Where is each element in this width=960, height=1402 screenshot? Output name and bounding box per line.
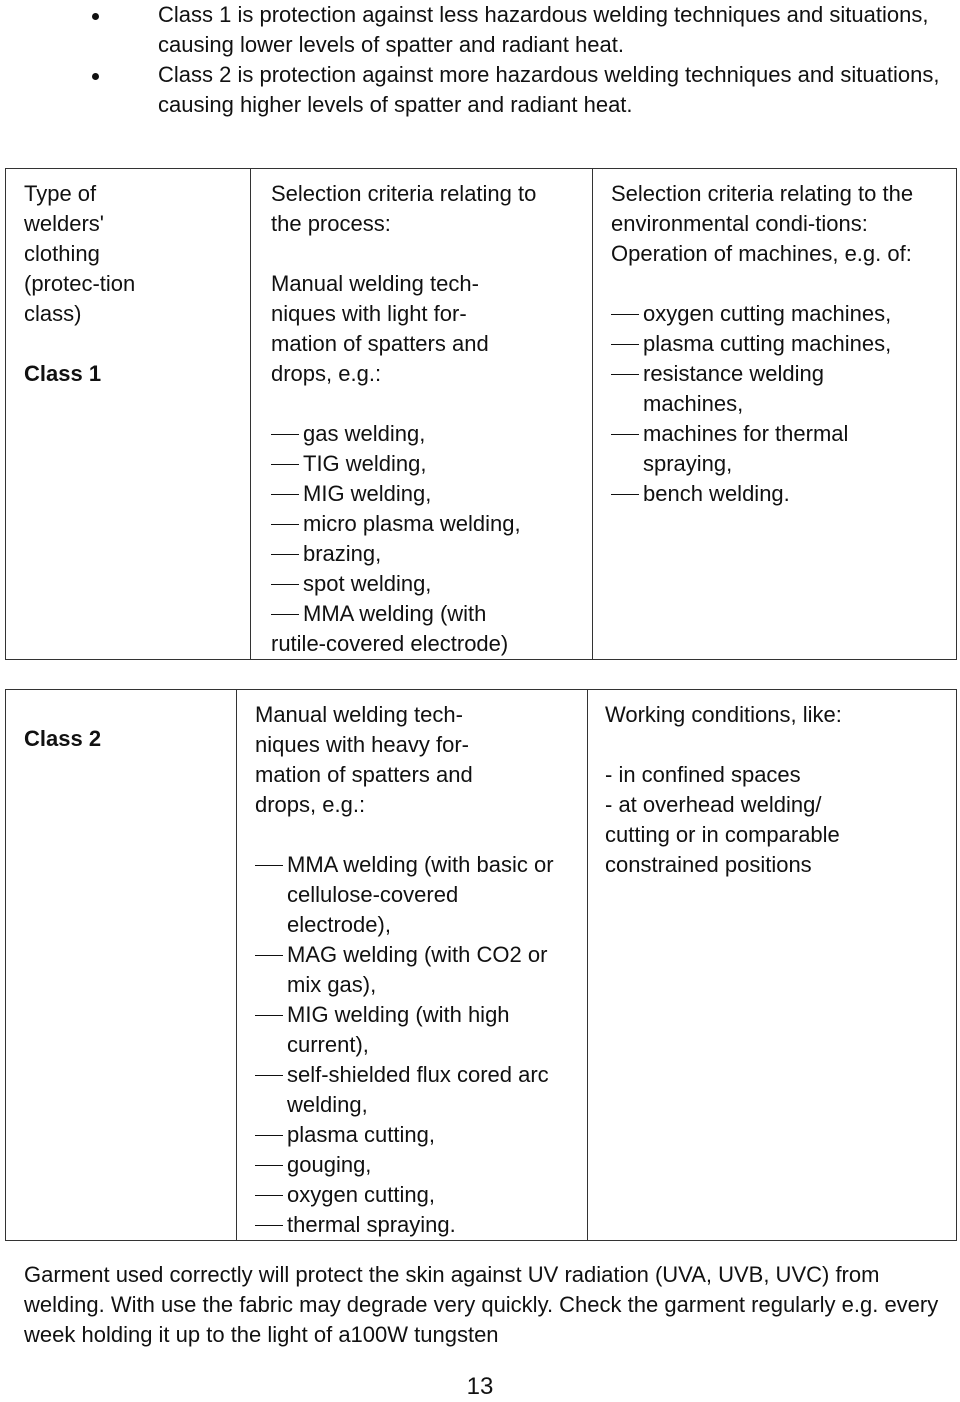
class2-table [5, 689, 957, 1241]
intro-bullet-list [92, 0, 952, 120]
list-item: oxygen cutting, [255, 1180, 571, 1210]
bullet-item: Class 1 is protection against less hazardous welding techniques and situations, causing lower levels of spatter and radiant heat. [92, 0, 952, 60]
list-item: brazing, [271, 539, 576, 569]
bullet-item: Class 2 is protection against more hazardous welding techniques and situations, causing higher levels of spatter and radiant heat. [92, 60, 952, 120]
class2-process-cell [237, 690, 588, 1241]
type-heading: Type of welders' clothing (protec-tion class) [24, 181, 136, 326]
class1-label: Class 1 [24, 361, 102, 386]
process-intro: Manual welding tech-niques with heavy for-mation of spatters and drops, e.g.: [255, 702, 473, 817]
list-item: MMA welding (with basic or cellulose-covered electrode), [255, 850, 557, 940]
class2-environment-cell [588, 690, 957, 1241]
class1-table [5, 168, 957, 660]
list-item-continuation: rutile-covered electrode) [271, 631, 509, 656]
list-item: MIG welding, [271, 479, 576, 509]
list-item: oxygen cutting machines, [611, 299, 953, 329]
environment-intro: Operation of machines, e.g. of: [611, 241, 912, 266]
list-item: spot welding, [271, 569, 576, 599]
list-item: gas welding, [271, 419, 576, 449]
page-number: 13 [466, 1373, 494, 1400]
list-item: MMA welding (with [271, 599, 576, 629]
class2-label: Class 2 [24, 726, 102, 751]
list-item: thermal spraying. [255, 1210, 571, 1240]
list-item: plasma cutting machines, [611, 329, 953, 359]
environment-heading: Selection criteria relating to the environmental condi-tions: [611, 181, 914, 236]
list-item: micro plasma welding, [271, 509, 576, 539]
list-item: machines for thermal spraying, [611, 419, 893, 479]
process-intro: Manual welding tech-niques with light for-mation of spatters and drops, e.g.: [271, 271, 489, 386]
class1-type-cell [6, 169, 251, 660]
class1-process-cell [251, 169, 593, 660]
footer-paragraph: Garment used correctly will protect the skin against UV radiation (UVA, UVB, UVC) from welding. With use the fabric may degrade very quickly. Check the garment regularly e.g. every week holding it up to the light of a100W tungsten [24, 1262, 939, 1347]
list-item: resistance welding machines, [611, 359, 863, 419]
bullet-icon [92, 13, 99, 20]
class2-type-cell [6, 690, 237, 1241]
list-item: gouging, [255, 1150, 571, 1180]
list-item: bench welding. [611, 479, 893, 509]
bullet-icon [92, 73, 99, 80]
class1-environment-cell [593, 169, 957, 660]
list-item: plasma cutting, [255, 1120, 571, 1150]
list-item: - in confined spaces [605, 762, 801, 787]
list-item: - at overhead welding/ cutting or in comparable constrained positions [605, 792, 840, 877]
list-item: MIG welding (with high current), [255, 1000, 557, 1060]
list-item: MAG welding (with CO2 or mix gas), [255, 940, 557, 1000]
list-item: TIG welding, [271, 449, 576, 479]
list-item: self-shielded flux cored arc welding, [255, 1060, 557, 1120]
environment-intro: Working conditions, like: [605, 702, 842, 727]
process-heading: Selection criteria relating to the process: [271, 181, 537, 236]
